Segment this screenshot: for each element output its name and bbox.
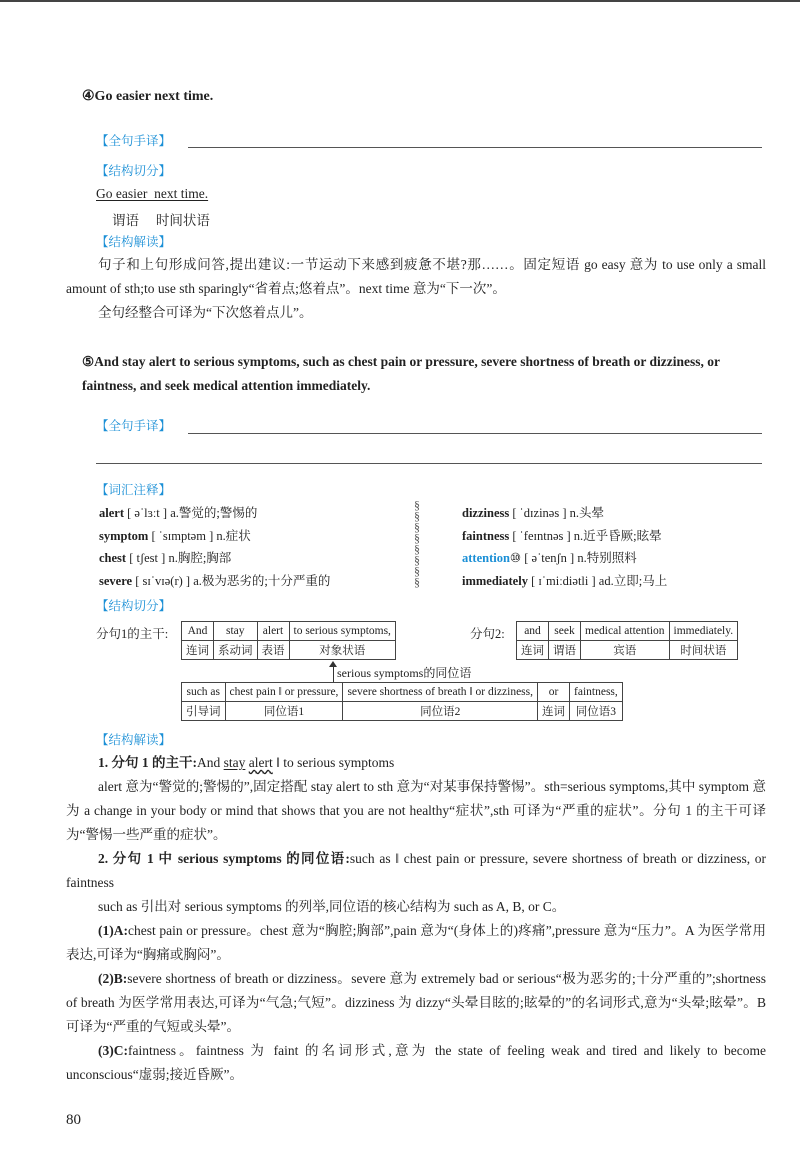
vocab-separator: § § § § § § § § bbox=[414, 498, 420, 589]
clause-word: stay bbox=[214, 622, 258, 641]
analysis-paragraph: (1)A:chest pain or pressure。chest 意为“胸腔;胸部”,pain 意为“(身体上的)疼痛”,pressure 意为“压力”。A 为医学常用表达,可译为“胸痛或胸闷”。 bbox=[66, 923, 766, 962]
structure-label: 【结构切分】 bbox=[96, 598, 172, 613]
sentence-4: ④Go easier next time. bbox=[82, 89, 214, 104]
clause-word: And bbox=[182, 622, 214, 641]
clause-word: and bbox=[517, 622, 549, 641]
appos-word: such as bbox=[182, 683, 226, 702]
vocab-entry: alert [ əˈlɜːt ] a.警觉的;警惕的 bbox=[99, 506, 258, 520]
analysis-label: 【结构解读】 bbox=[96, 732, 172, 747]
full-translation-label: 【全句手译】 bbox=[96, 133, 172, 148]
analysis-paragraph: (3)C:faintness。faintness 为 faint 的名词形式,意为 the state of feeling weak and tired and likely to become unconscious“虚弱;接近昏厥”。 bbox=[66, 1043, 766, 1082]
clause-role: 系动词 bbox=[214, 641, 258, 660]
clause-role: 谓语 bbox=[549, 641, 581, 660]
appos-role: 连词 bbox=[538, 702, 570, 721]
structure-words: Go easier next time. bbox=[96, 186, 209, 201]
page-number: 80 bbox=[66, 1112, 81, 1128]
vocab-entry: chest [ tʃest ] n.胸腔;胸部 bbox=[99, 551, 232, 565]
clause-word: immediately. bbox=[669, 622, 738, 641]
analysis-paragraph: 句子和上句形成问答,提出建议:一节运动下来感到疲惫不堪?那……。固定短语 go easy 意为 to use only a small amount of sth;to use sth sparingly“省着点;悠着点”。next time 意为“下一次”。 bbox=[66, 257, 766, 296]
analysis-paragraph: alert 意为“警觉的;警惕的”,固定搭配 stay alert to sth 意为“对某事保持警惕”。sth=serious symptoms,其中 symptom 意为 a change in your body or mind that shows that you are not healthy“症状”,sth 可译为“严重的症状”。分句 1 的主干可译为“警惕一些严重的症状”。 bbox=[66, 779, 766, 842]
appositive-note: serious symptoms的同位语 bbox=[337, 666, 472, 680]
appositive-structure-table bbox=[181, 682, 623, 721]
clause-role: 连词 bbox=[182, 641, 214, 660]
clause-word: alert bbox=[257, 622, 289, 641]
translation-line bbox=[188, 433, 762, 434]
appos-role: 同位语2 bbox=[343, 702, 538, 721]
appos-word: faintness, bbox=[570, 683, 623, 702]
clause-word: to serious symptoms, bbox=[289, 622, 395, 641]
vocab-entry: dizziness [ ˈdɪzinəs ] n.头晕 bbox=[462, 506, 605, 520]
appos-role: 同位语3 bbox=[570, 702, 623, 721]
clause-role: 宾语 bbox=[581, 641, 670, 660]
vocab-label: 【词汇注释】 bbox=[96, 482, 172, 497]
clause-role: 对象状语 bbox=[289, 641, 395, 660]
clause-role: 表语 bbox=[257, 641, 289, 660]
clause-word: medical attention bbox=[581, 622, 670, 641]
clause2-label: 分句2: bbox=[470, 627, 505, 641]
vocab-entry: attention⑩ [ əˈtenʃn ] n.特别照料 bbox=[462, 551, 637, 565]
clause2-structure-table bbox=[516, 621, 738, 660]
full-translation-label: 【全句手译】 bbox=[96, 418, 172, 433]
vocab-entry: faintness [ ˈfeɪntnəs ] n.近乎昏厥;眩晕 bbox=[462, 529, 662, 543]
clause1-label: 分句1的主干: bbox=[96, 627, 169, 641]
translation-line bbox=[188, 147, 762, 148]
vocab-entry: immediately [ ɪˈmiːdiətli ] ad.立即;马上 bbox=[462, 574, 668, 588]
clause-word: seek bbox=[549, 622, 581, 641]
vocab-entry: symptom [ ˈsɪmptəm ] n.症状 bbox=[99, 529, 251, 543]
translation-line bbox=[96, 463, 762, 464]
analysis-paragraph: (2)B:severe shortness of breath or dizziness。severe 意为 extremely bad or serious“极为恶劣的;十分严重的”;shortness of breath 为医学常用表达,可译为“气急;气短”。dizziness 为 dizzy“头晕目眩的;眩晕的”的名词形式,意为“头晕;眩晕”。B 可译为“严重的气短或头晕”。 bbox=[66, 971, 766, 1034]
appos-word: or bbox=[538, 683, 570, 702]
top-rule bbox=[0, 0, 800, 2]
appos-word: severe shortness of breath ‖ or dizziness, bbox=[343, 683, 538, 702]
analysis-heading-1: 1. 分句 1 的主干:And stay alert ‖ to serious symptoms bbox=[98, 755, 395, 770]
analysis-label: 【结构解读】 bbox=[96, 234, 172, 249]
clause1-structure-table bbox=[181, 621, 396, 660]
structure-label: 【结构切分】 bbox=[96, 163, 172, 178]
appos-role: 同位语1 bbox=[225, 702, 343, 721]
analysis-paragraph: 全句经整合可译为“下次悠着点儿”。 bbox=[98, 305, 313, 320]
appos-word: chest pain ‖ or pressure, bbox=[225, 683, 343, 702]
analysis-heading-2: 2. 分句 1 中 serious symptoms 的同位语:such as ‖ chest pain or pressure, severe shortness of breath or dizziness, or faintness bbox=[66, 851, 767, 890]
appositive-arrow bbox=[333, 664, 334, 682]
analysis-paragraph: such as 引出对 serious symptoms 的列举,同位语的核心结构为 such as A, B, or C。 bbox=[98, 899, 566, 914]
vocab-entry: severe [ sɪˈvɪə(r) ] a.极为恶劣的;十分严重的 bbox=[99, 574, 331, 588]
appos-role: 引导词 bbox=[182, 702, 226, 721]
clause-role: 时间状语 bbox=[669, 641, 738, 660]
structure-roles: 谓语 时间状语 bbox=[112, 213, 210, 228]
sentence-5: ⑤And stay alert to serious symptoms, such as chest pain or pressure, severe shortness of breath or dizziness, or faintness, and seek medical attention immediately. bbox=[82, 354, 720, 393]
clause-role: 连词 bbox=[517, 641, 549, 660]
